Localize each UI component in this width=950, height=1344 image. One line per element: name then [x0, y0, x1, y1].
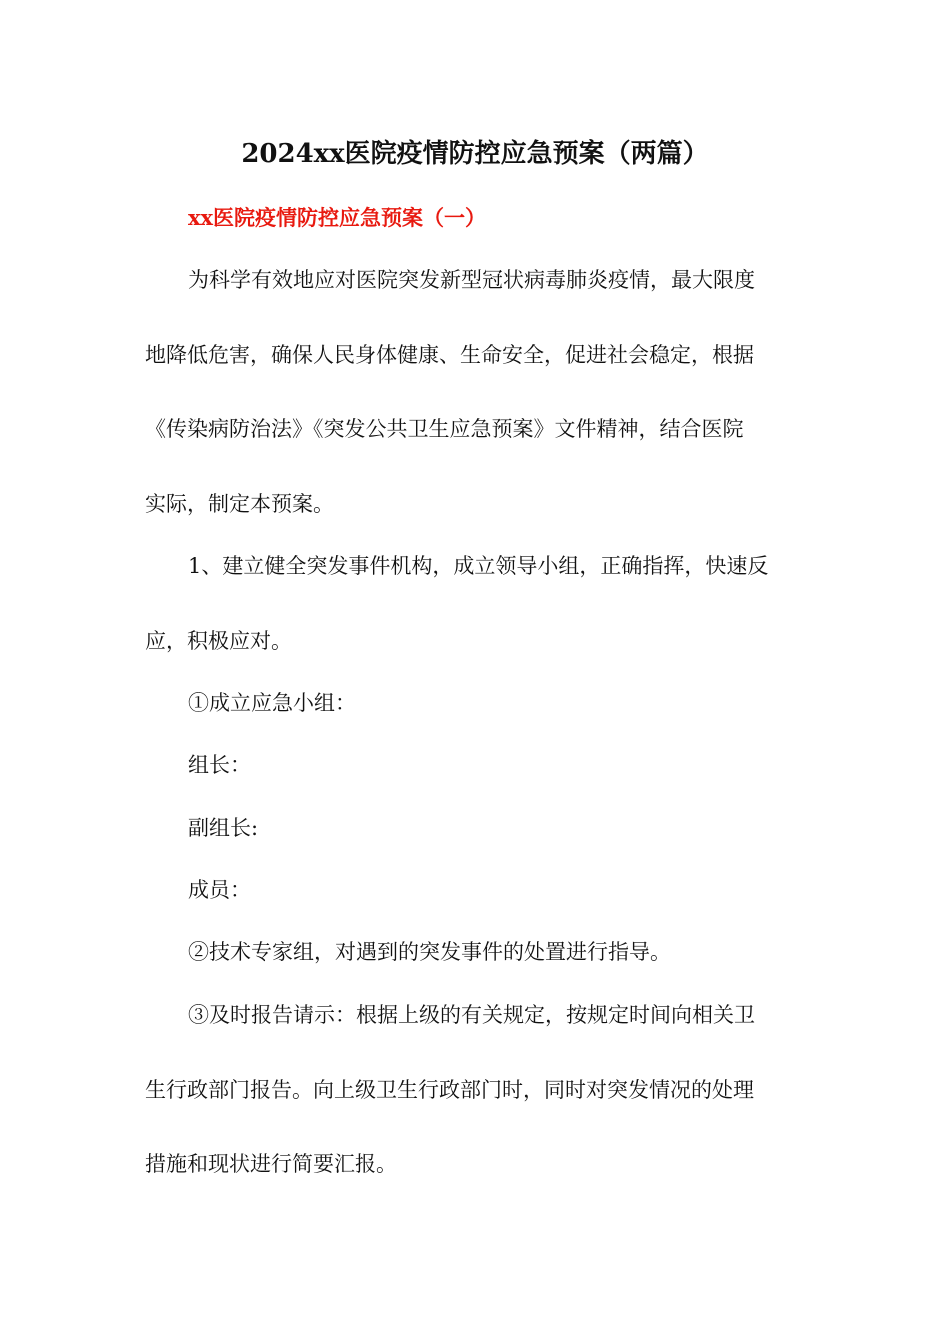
paragraph-line: 实际，制定本预案。	[145, 492, 334, 516]
document-title: 2024xx医院疫情防控应急预案（两篇）	[241, 139, 709, 169]
paragraph-line: ③及时报告请示：根据上级的有关规定，按规定时间向相关卫	[188, 1003, 755, 1027]
paragraph-line: 为科学有效地应对医院突发新型冠状病毒肺炎疫情，最大限度	[188, 268, 755, 292]
list-item: ①成立应急小组：	[188, 691, 356, 715]
list-item: ②技术专家组，对遇到的突发事件的处置进行指导。	[188, 940, 671, 964]
paragraph-line: 应，积极应对。	[145, 629, 292, 653]
list-item: 副组长:	[188, 816, 259, 840]
paragraph-line: 措施和现状进行简要汇报。	[145, 1152, 397, 1176]
section-heading: xx医院疫情防控应急预案（一）	[188, 205, 487, 230]
list-item: 成员：	[188, 878, 251, 902]
paragraph-line: 1、建立健全突发事件机构，成立领导小组，正确指挥，快速反	[188, 554, 769, 578]
paragraph-line: 生行政部门报告。向上级卫生行政部门时，同时对突发情况的处理	[145, 1078, 754, 1102]
paragraph-line: 地降低危害，确保人民身体健康、生命安全，促进社会稳定，根据	[145, 343, 754, 367]
paragraph-line: 《传染病防治法》《突发公共卫生应急预案》文件精神，结合医院	[145, 417, 744, 441]
list-item: 组长：	[188, 753, 251, 777]
